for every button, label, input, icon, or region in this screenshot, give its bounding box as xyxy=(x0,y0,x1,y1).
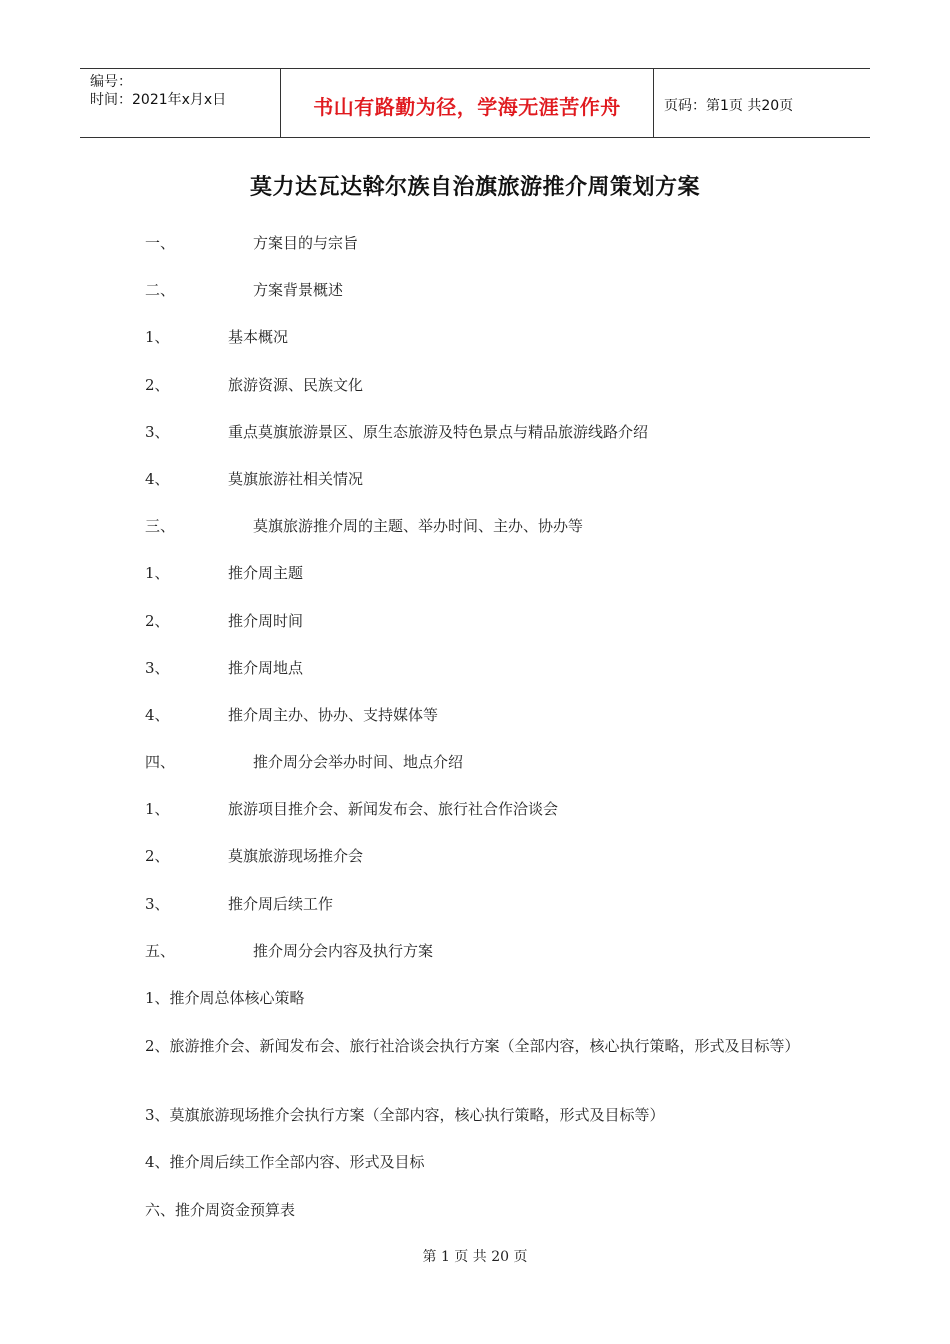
outline-item xyxy=(145,745,820,792)
outline-item-text: 1、推介周总体核心策略 xyxy=(145,989,305,1007)
outline-item xyxy=(145,1028,820,1098)
page-footer: 第 1 页 共 20 页 xyxy=(422,1249,528,1265)
outline-item-text: 推介周分会内容及执行方案 xyxy=(253,941,434,960)
outline-item-text: 推介周分会举办时间、地点介绍 xyxy=(253,753,464,772)
page-header xyxy=(80,68,870,138)
outline-item xyxy=(145,698,820,745)
outline-item-number: 3、 xyxy=(145,894,170,913)
outline-item xyxy=(145,839,820,886)
outline-item xyxy=(145,368,820,415)
outline-item xyxy=(145,273,820,320)
outline-item-text: 推介周主题 xyxy=(228,564,304,583)
header-page-cell xyxy=(654,69,870,137)
header-motto-cell xyxy=(281,69,654,137)
outline-item-text: 4、推介周后续工作全部内容、形式及目标 xyxy=(145,1153,425,1172)
outline-item-text: 基本概况 xyxy=(228,328,289,347)
outline-item-text: 莫旗旅游推介周的主题、举办时间、主办、协办等 xyxy=(253,517,584,536)
outline-item xyxy=(145,651,820,698)
outline-item-text: 旅游项目推介会、新闻发布会、旅行社合作洽谈会 xyxy=(228,800,559,819)
header-motto: 书山有路勤为径，学海无涯苦作舟 xyxy=(313,94,621,119)
outline-item-number: 4、 xyxy=(145,705,170,724)
outline-item-text: 2、旅游推介会、新闻发布会、旅行社洽谈会执行方案（全部内容，核心执行策略，形式及目标等） xyxy=(145,1037,800,1056)
outline-item xyxy=(145,462,820,509)
outline-item xyxy=(145,226,820,273)
outline-item xyxy=(145,1145,820,1192)
outline-item-number: 四、 xyxy=(145,753,176,772)
outline-item-text: 莫旗旅游社相关情况 xyxy=(228,469,364,488)
header-meta-cell xyxy=(80,69,281,137)
outline-item-text: 推介周后续工作 xyxy=(228,894,334,913)
outline-item-text: 方案目的与宗旨 xyxy=(253,234,359,252)
outline-item-number: 3、 xyxy=(145,422,170,441)
document-title: 莫力达瓦达斡尔族自治旗旅游推介周策划方案 xyxy=(249,175,700,200)
outline-item xyxy=(145,415,820,462)
outline-item-text: 旅游资源、民族文化 xyxy=(228,375,364,394)
outline-item-number: 2、 xyxy=(145,375,170,394)
outline-item-number: 二、 xyxy=(145,281,176,300)
document-number-label: 编号： xyxy=(90,74,132,90)
outline-item-text: 推介周时间 xyxy=(228,611,304,630)
outline-item-number: 三、 xyxy=(145,517,176,536)
outline-item-number: 一、 xyxy=(145,234,176,252)
outline-list xyxy=(145,226,820,1240)
header-page-info: 页码：第1页 共20页 xyxy=(664,98,794,114)
outline-item xyxy=(145,604,820,651)
outline-item-number: 1、 xyxy=(145,328,170,347)
outline-item-text: 方案背景概述 xyxy=(253,281,344,300)
outline-item xyxy=(145,887,820,934)
outline-item-number: 3、 xyxy=(145,658,170,677)
outline-item-text: 六、推介周资金预算表 xyxy=(145,1200,296,1219)
outline-item xyxy=(145,934,820,981)
outline-item xyxy=(145,981,820,1028)
document-time-label: 时间：2021年x月x日 xyxy=(90,92,227,108)
outline-item-number: 4、 xyxy=(145,469,170,488)
outline-item-text: 推介周地点 xyxy=(228,658,304,677)
outline-item-text: 推介周主办、协办、支持媒体等 xyxy=(228,705,439,724)
outline-item xyxy=(145,509,820,556)
outline-item-number: 五、 xyxy=(145,941,176,960)
outline-item-number: 1、 xyxy=(145,564,170,583)
outline-item xyxy=(145,556,820,603)
outline-item-text: 3、莫旗旅游现场推介会执行方案（全部内容，核心执行策略，形式及目标等） xyxy=(145,1106,665,1125)
outline-item-text: 莫旗旅游现场推介会 xyxy=(228,847,364,866)
outline-item xyxy=(145,1193,820,1240)
outline-item-number: 2、 xyxy=(145,847,170,866)
outline-item xyxy=(145,792,820,839)
outline-item xyxy=(145,1098,820,1145)
outline-item xyxy=(145,320,820,367)
outline-item-number: 2、 xyxy=(145,611,170,630)
outline-item-number: 1、 xyxy=(145,800,170,819)
outline-item-text: 重点莫旗旅游景区、原生态旅游及特色景点与精品旅游线路介绍 xyxy=(228,422,649,441)
